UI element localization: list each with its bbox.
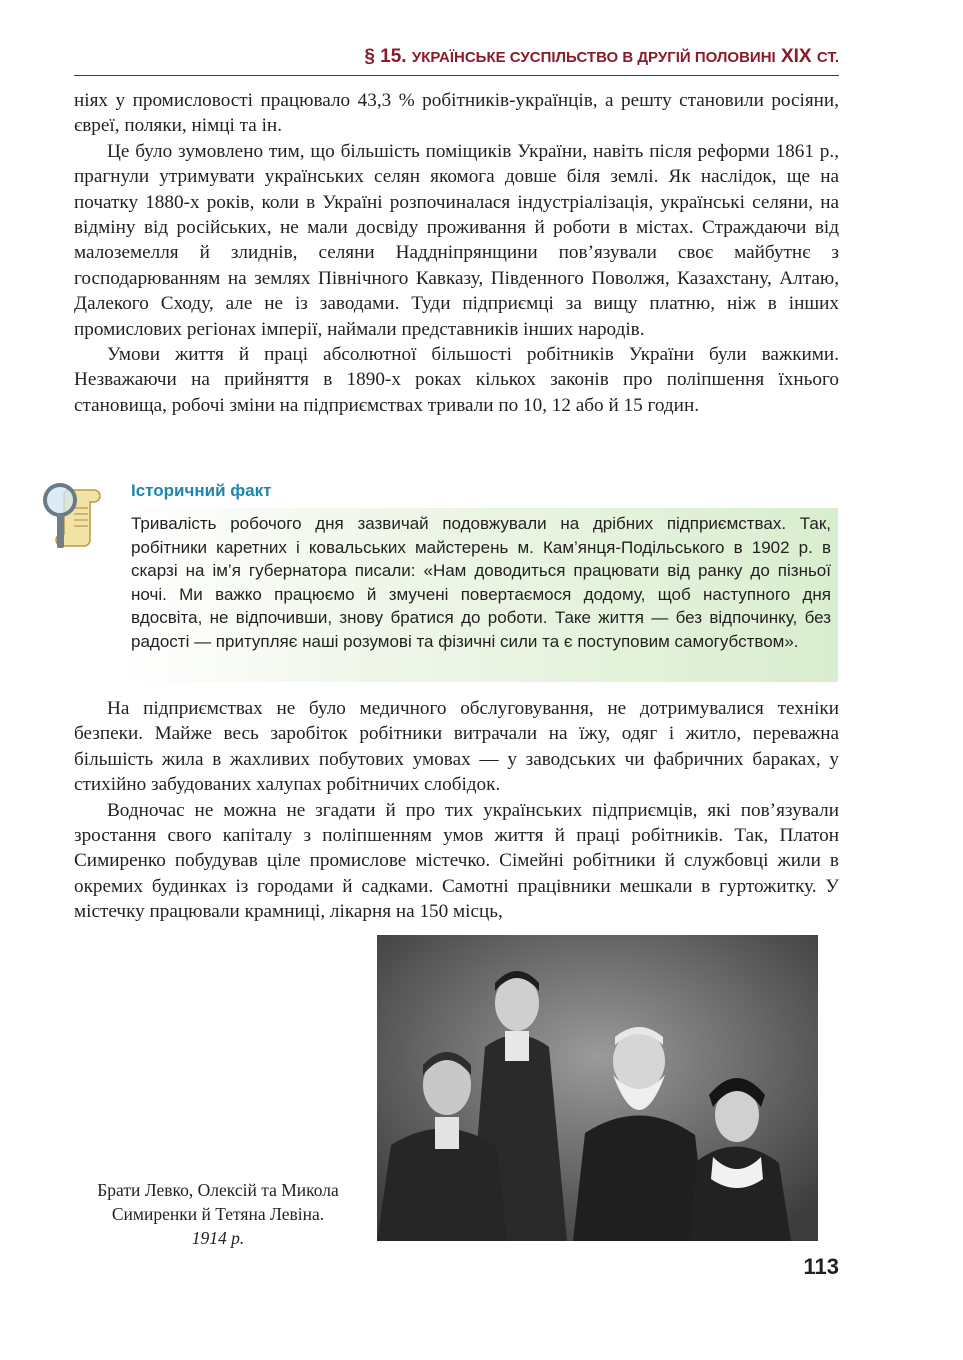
- paragraph: Це було зумовлено тим, що більшість поміщиків України, навіть після реформи 1861 р., прагнули утримувати українських селян якомога довше біля землі. Як наслідок, ще на початку 1880-х років, коли в Україні розпочиналася індустріалізація, українські селяни, на відміну від російських, не мали досвіду проживання й роботи в містах. Страждаючи від малоземелля й злиднів, селяни Наддніпрянщини пов’язували своє майбутнє з господарюванням на землях Північного Кавказу, Південного Поволжя, Казахстану, Алтаю, Далекого Сходу, але не із заводами. Туди підприємці за вищу платню, ніж в інших промислових регіонах імперії, наймали представників інших народів.: [74, 140, 839, 340]
- section-number: § 15.: [364, 46, 407, 67]
- page-number: 113: [803, 1254, 839, 1279]
- century: XIX: [780, 46, 812, 67]
- photo-caption: [64, 1178, 372, 1250]
- fact-title: Історичний факт: [131, 481, 272, 500]
- section-title: УКРАЇНСЬКЕ СУСПІЛЬСТВО В ДРУГІЙ ПОЛОВИНІ: [411, 49, 776, 66]
- fact-text: Тривалість робочого дня зазвичай подовжували на дрібних підприємствах. Так, робітники каретних і ковальських майстерень м. Кам’янця-Подільського в 1902 р. в скарзі на ім’я губернатора писали: «Нам доводиться працювати від ранку до пізньої ночі. Ми важко працюємо й змучені повертаємося додому, щоб наступного дня вдосвіта, не відпочивши, знову братися до роботи. Таке життя — без відпочинку, без радості — притупляє наші розумові та фізичні сили та є поступовим самогубством».: [131, 514, 831, 651]
- body-text-bottom: [74, 696, 839, 925]
- caption-line: Брати Левко, Олексій та Микола: [97, 1180, 339, 1200]
- century-suffix: СТ.: [816, 49, 839, 66]
- running-header: [364, 46, 839, 68]
- header-rule: [74, 75, 839, 76]
- body-text-top: [74, 88, 839, 418]
- paragraph: ніях у промисловості працювало 43,3 % робітників-українців, а решту становили росіяни, євреї, поляки, німці та ін.: [74, 90, 839, 137]
- paragraph: Умови життя й праці абсолютної більшості робітників України були важкими. Незважаючи на прийняття в 1890-х роках кількох законів про поліпшення їхнього становища, робочі зміни на підприємствах тривали по 10, 12 або й 15 годин.: [74, 344, 839, 416]
- caption-year: 1914 р.: [191, 1228, 245, 1248]
- paragraph: На підприємствах не було медичного обслуговування, не дотримувалися техніки безпеки. Майже весь заробіток робітники витрачали на їжу, одяг і житло, переважна більшість жила в жахливих побутових умовах — у заводських чи фабричних бараках, у стихійно забудованих халупах робітничих слобідок.: [74, 698, 839, 796]
- historical-photo: [377, 935, 818, 1241]
- magnifier-scroll-icon: [38, 478, 108, 554]
- paragraph: Водночас не можна не згадати й про тих українських підприємців, які пов’язували зростання свого капіталу з поліпшенням умов життя й праці робітників. Так, Платон Симиренко побудував ціле промислове містечко. Сімейні робітники й службовці жили в окремих будинках із городами й садками. Самотні працівники мешкали в гуртожитку. У містечку працювали крамниці, лікарня на 150 місць,: [74, 799, 839, 923]
- caption-line: Симиренки й Тетяна Левіна.: [111, 1204, 325, 1224]
